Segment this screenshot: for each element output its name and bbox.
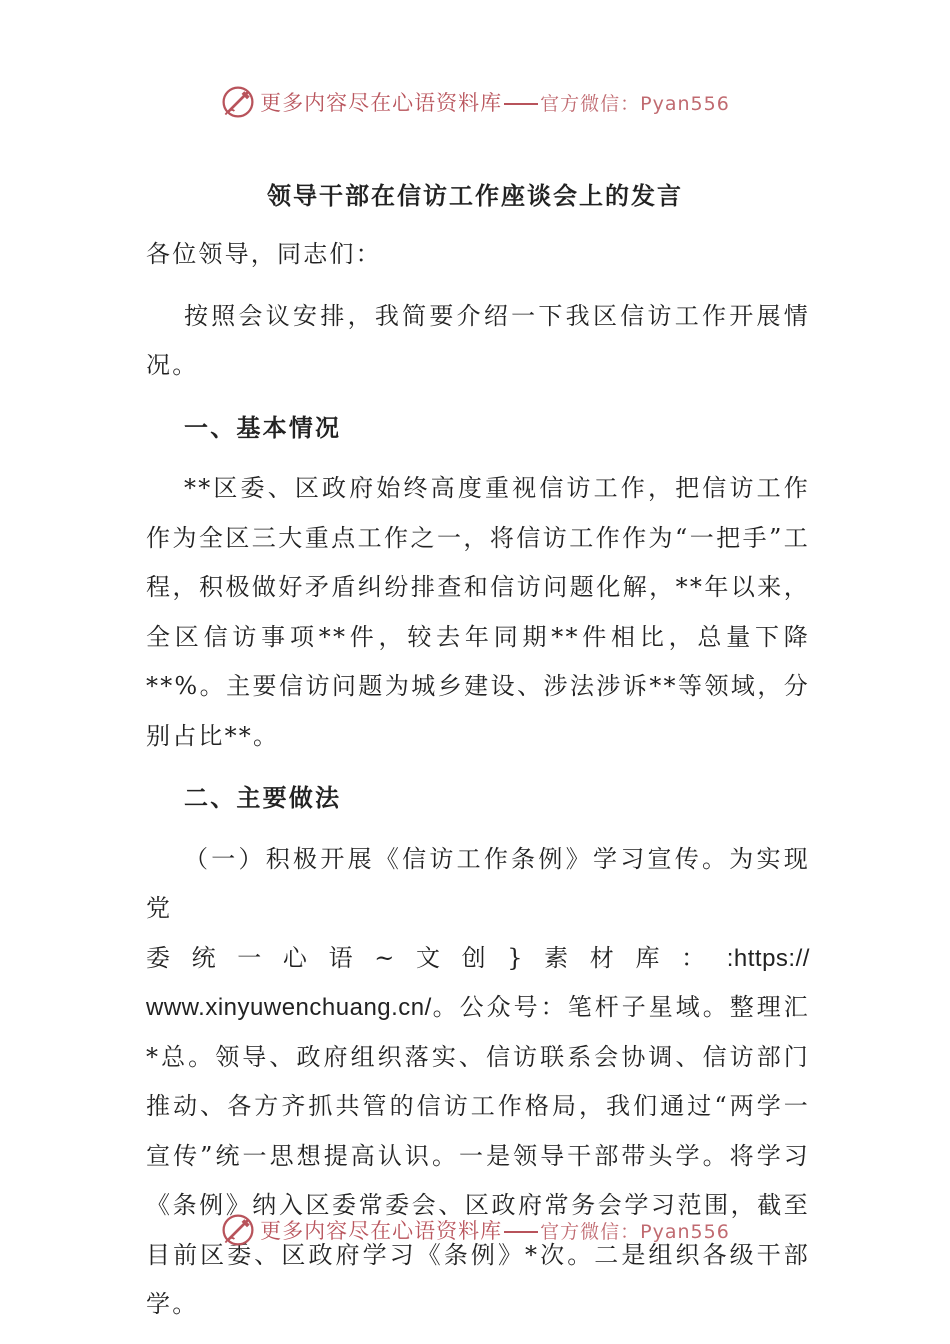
spread-char: 语 bbox=[328, 943, 355, 972]
spread-char: 文 bbox=[415, 943, 443, 972]
basic-situation-paragraph: **区委、区政府始终高度重视信访工作，把信访工作作为全区三大重点工作之一，将信访工作作为“一把手”工程，积极做好矛盾纠纷排查和信访问题化解，**年以来，全区信访事项**件，较去年同期**件相比，总量下降**%。主要信访问题为城乡建设、涉法涉诉**等领域，分别占比**。 bbox=[146, 474, 810, 750]
spread-char: 统 bbox=[191, 943, 218, 972]
practices-rest-text: 。公众号：笔杆子星域。整理汇*总。领导、政府组织落实、信访联系会协调、信访部门推动、各方齐抓共管的信访工作格局，我们通过“两学一宣传”统一思想提高认识。一是领导干部带头学。将学习《条例》纳入区委常委会、区政府常务会学习范围，截至目前区委、区政府学习《条例》*次。二是组织各级干部学。 bbox=[146, 993, 810, 1318]
practices-spread-line bbox=[146, 934, 810, 984]
spread-char: 心 bbox=[282, 943, 310, 972]
spread-char: 委 bbox=[146, 943, 173, 972]
watermark-banner-bottom bbox=[0, 1208, 950, 1252]
spread-char: } bbox=[507, 943, 525, 972]
page-title: 领导干部在信访工作座谈会上的发言 bbox=[267, 181, 683, 210]
practices-paragraph-line1: （一）积极开展《信访工作条例》学习宣传。为实现党 bbox=[146, 844, 810, 922]
section-heading-practices: 二、主要做法 bbox=[184, 783, 342, 812]
spread-char: 库 bbox=[635, 943, 662, 972]
watermark-dash bbox=[504, 1231, 538, 1233]
spread-char: ： bbox=[681, 943, 708, 972]
section-heading-basic: 一、基本情况 bbox=[184, 412, 342, 442]
pen-logo-icon bbox=[220, 84, 256, 120]
watermark-banner-top bbox=[0, 80, 950, 124]
watermark-dash bbox=[504, 103, 538, 105]
spread-char: 创 bbox=[461, 943, 488, 972]
spread-char: 素 bbox=[544, 943, 571, 972]
website-link[interactable]: www.xinyuwenchuang.cn/ bbox=[146, 994, 432, 1021]
spread-char: 一 bbox=[237, 943, 264, 972]
spread-url-prefix: :https:// bbox=[726, 944, 810, 972]
pen-logo-icon bbox=[220, 1212, 256, 1248]
greeting: 各位领导，同志们： bbox=[146, 240, 382, 268]
watermark-text: 更多内容尽在心语资料库 官方微信：Pyan556 bbox=[260, 91, 730, 115]
watermark-text: 更多内容尽在心语资料库 官方微信：Pyan556 bbox=[260, 1219, 730, 1243]
document-body bbox=[146, 230, 810, 1330]
intro-paragraph: 按照会议安排，我简要介绍一下我区信访工作开展情况。 bbox=[146, 301, 810, 379]
practices-paragraph-rest bbox=[146, 983, 810, 1330]
spread-char: 材 bbox=[589, 943, 616, 972]
spread-char: ~ bbox=[374, 943, 397, 972]
